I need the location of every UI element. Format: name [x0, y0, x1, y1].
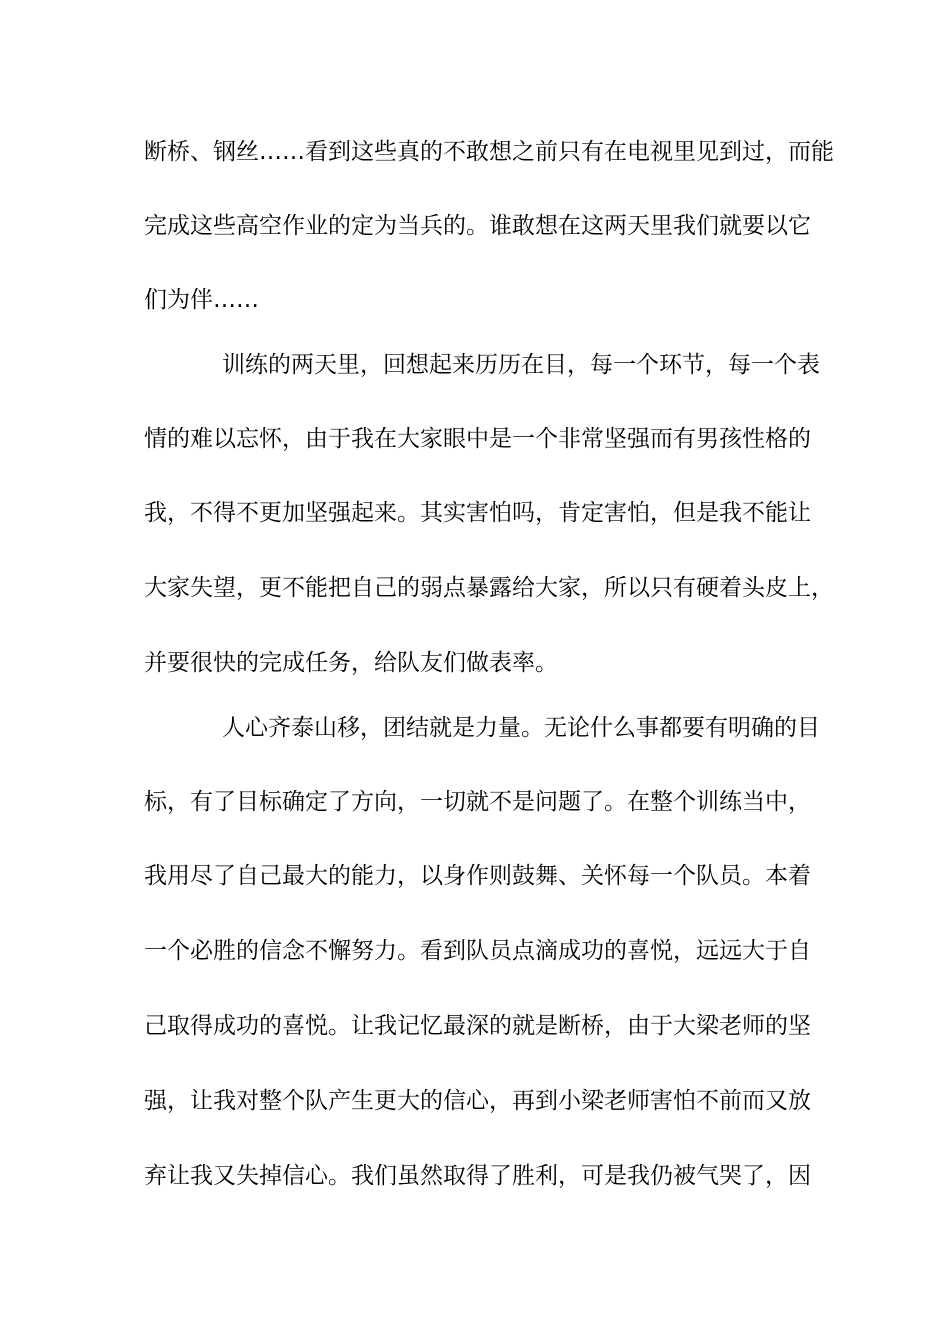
- text-line: 我用尽了自己最大的能力，以身作则鼓舞、关怀每一个队员。本着: [144, 863, 811, 889]
- text-line: 们为伴……: [144, 287, 259, 313]
- text-line: 情的难以忘怀，由于我在大家眼中是一个非常坚强而有男孩性格的: [144, 426, 811, 452]
- text-line: 大家失望，更不能把自己的弱点暴露给大家，所以只有硬着头皮上，: [144, 575, 834, 601]
- text-line: 己取得成功的喜悦。让我记忆最深的就是断桥，由于大梁老师的坚: [144, 1013, 811, 1039]
- text-line: 断桥、钢丝……看到这些真的不敢想之前只有在电视里见到过，而能: [144, 139, 834, 165]
- text-line: 一个必胜的信念不懈努力。看到队员点滴成功的喜悦，远远大于自: [144, 938, 811, 964]
- text-line: 我，不得不更加坚强起来。其实害怕吗，肯定害怕，但是我不能让: [144, 500, 811, 526]
- paragraph-first-line: 人心齐泰山移，团结就是力量。无论什么事都要有明确的目: [222, 715, 820, 741]
- text-line: 并要很快的完成任务，给队友们做表率。: [144, 650, 558, 676]
- text-line: 标，有了目标确定了方向，一切就不是问题了。在整个训练当中，: [144, 789, 811, 815]
- paragraph-first-line: 训练的两天里，回想起来历历在目，每一个环节，每一个表: [222, 352, 820, 378]
- text-line: 强，让我对整个队产生更大的信心，再到小梁老师害怕不前而又放: [144, 1088, 811, 1114]
- text-line: 完成这些高空作业的定为当兵的。谁敢想在这两天里我们就要以它: [144, 213, 811, 239]
- text-line: 弃让我又失掉信心。我们虽然取得了胜利，可是我仍被气哭了，因: [144, 1163, 811, 1189]
